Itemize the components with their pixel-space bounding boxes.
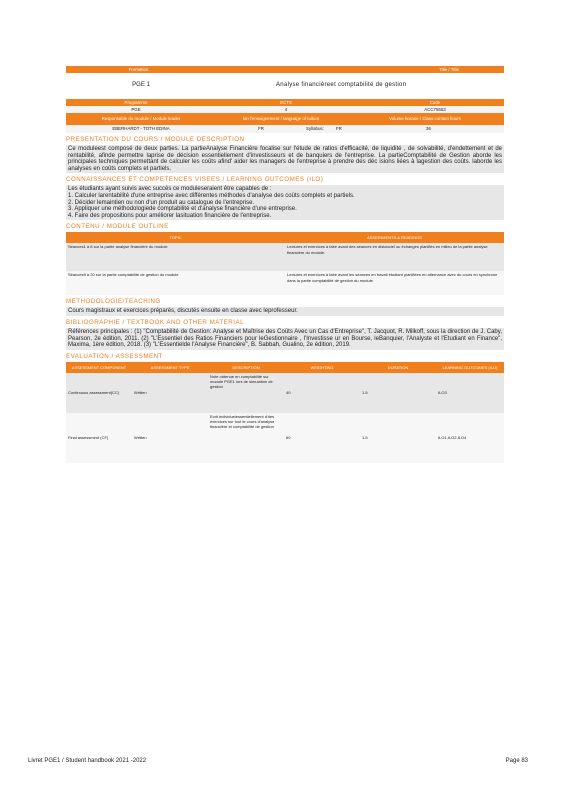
leader-value: EBERHARDT - TOTH EDINA	[112, 126, 170, 132]
code-value: ACC75553	[424, 106, 446, 112]
programme-values-row	[66, 106, 504, 113]
eval-col-type: ASSESSMENT TYPE	[132, 362, 208, 373]
eval-description: Note obtenue en comptabilité sur module PGE1 lors de simulation de gestion	[210, 373, 273, 390]
table-row	[66, 413, 504, 463]
eval-component: Final assessment (CF)	[68, 435, 109, 441]
presentation-text: Ce moduleest composé de deux parties. La partieAnalyse Financière focalise sur l'étude de ratios d'efficacité, de liquidité , de solvabilité, d'endettement et de rentabilité, afinde permettre laprise de décision essentiellement d'investisseurs et de banquiers de l'entreprise. La partieComptabilité de Gestion aborde les principales techniques permettant de calculer les coûts afind' aider les managers de l'entreprise à prendre des déc isions liées à lagestion des coûts. laborde les analyses en coûts complets et partiels.	[68, 146, 502, 172]
eval-duration: 1.5	[362, 435, 368, 441]
eval-col-weighting: WEIGHTING	[284, 362, 360, 373]
eval-col-ilo: LEARNING OUTCOMES (ILO)	[436, 362, 504, 373]
ects-value: 4	[284, 106, 288, 112]
methodology-title: METHODOLOGIE/TEACHING	[66, 298, 161, 306]
header-labels-row	[66, 66, 504, 73]
code-label: Code	[429, 99, 441, 105]
eval-ilo: ILO1,ILO2,ILO4	[438, 435, 467, 441]
page-footer	[28, 758, 528, 764]
programme-value: PGE	[131, 106, 141, 112]
bibliography-text: Références principales : (1) "Comptabilité de Gestion: Analyse et Maîtrise des Coûts Avec un Cas d'Entreprise", T. Jacquot, R. Milkoff, sous la direction de J. Caby, Pearson, 2e édition, 2011. (2) "L'Essentiel des Ratios Financiers pour leGestionnaire , l'Investisse ur en Bourse, leBanquier, l'Analyste et l'Etudiant en Finance", Maxima, 1ère édition, 2018. (3) "L'Essentielde l'Analyse Financière", B. Sabbah, Gualino, 2e édition, 2019.	[68, 328, 502, 349]
outline-col-assign: ASSIGNMENTS & READINGS	[285, 232, 504, 243]
learning-item: 1. Calculer larentabilité d'une entreprise avec différentes méthodes d'analyse des coûts complets et partiels.	[68, 192, 355, 199]
footer-page-number: Page 83	[505, 758, 528, 764]
syllabus-label: Syllabus:	[306, 126, 324, 132]
presentation-title: PRESENTATION DU COURS / MODULE DESCRIPTION	[66, 136, 245, 143]
langue-value: FR	[258, 126, 264, 132]
programme-code: PGE 1	[132, 82, 150, 89]
eval-component: Continuous assessment(CC)	[68, 390, 120, 396]
eval-col-duration: DURATION	[360, 362, 436, 373]
evaluation-title: EVALUATION / ASSESSMENT	[66, 352, 163, 360]
eval-type: Written	[134, 390, 147, 396]
learning-title: CONNAISSANCES ET COMPETENCES VISEES / LEARNING OUTCOMES (ILO)	[66, 176, 324, 184]
leader-values-row	[66, 125, 504, 133]
programme-label: Programme	[124, 99, 148, 105]
title-label: Title / Title	[439, 66, 459, 72]
ects-label: ECTS	[280, 99, 292, 105]
learning-intro: Les étudiants ayant suivis avec succès ce moduleseraient être capables de :	[68, 186, 272, 193]
bibliography-title: BIBLIOGRAPHIE / TEXTBOOK AND OTHER MATERIAL	[66, 318, 245, 326]
responsable-label: Responsable du module / Module leader	[101, 116, 181, 122]
langue-label: lan l'enseignement / language of tuition	[242, 116, 320, 122]
table-row	[66, 243, 504, 271]
eval-description: Ecrit individuelessentiellement d'des exercices sur tout le cours d'analyse financière et comptabilité de gestion	[210, 413, 275, 430]
eval-weighting: 60	[286, 435, 291, 441]
eval-col-description: DESCRIPTION	[208, 362, 284, 373]
outline-title: CONTENU / MODULE OUTLINE	[66, 223, 169, 231]
table-row	[66, 373, 504, 413]
leader-labels-row	[66, 113, 504, 125]
outline-assign: Lectures et exercices à faire avant les séances en travail étudiant planifiées en alternance avec du cours en synchrone dans la partie comptabilité de gestion du module.	[287, 272, 498, 283]
evaluation-table	[66, 362, 504, 463]
formation-label: Formation	[128, 66, 149, 72]
title-row	[66, 73, 504, 99]
volume-label: Volume horaire / Class contact hours	[389, 116, 461, 122]
outline-assign: Lectures et exercices à faire avant des séances en distanciel ou échanges planifiés en milieu de la partie analyse financière du module.	[287, 244, 488, 255]
programme-labels-row	[66, 99, 504, 106]
table-row	[66, 271, 504, 295]
eval-duration: 1.5	[362, 390, 368, 396]
learning-block	[66, 185, 504, 220]
eval-type: Written	[134, 435, 147, 441]
outline-table	[66, 232, 504, 295]
outline-col-topic: TOPIC	[66, 232, 285, 243]
outline-session: Séances9 à 20 sur la partie comptabilité de gestion du module	[68, 272, 179, 278]
learning-item: 2. Décider lemaintien ou non d'un produit au catalogue de l'entreprise.	[68, 199, 255, 206]
methodology-text: Cours magistraux et exercices préparés, discutés ensuite en classe avec leprofesseur.	[66, 307, 504, 316]
eval-ilo: ILO3	[438, 390, 447, 396]
eval-col-component: ASSESSMENT COMPONENT	[66, 362, 132, 373]
course-title: Analyse financièreet comptabilité de gestion	[276, 82, 407, 89]
learning-item: 4. Faire des propositions pour améliorer lasituation financière de l'entreprise.	[68, 212, 272, 219]
eval-weighting: 40	[286, 390, 291, 396]
learning-item: 3. Appliquer une méthodologiede comptabilité et d'analyse financière d'une entreprise.	[68, 206, 297, 213]
outline-session: Séances1 à 8 sur la partie analyse financière du module	[68, 244, 168, 250]
footer-left: Livret PGE1 / Student handbook 2021 -2022	[28, 758, 147, 764]
syllabus-value: FR	[336, 126, 342, 132]
course-sheet	[66, 66, 504, 463]
hours-value: 36	[426, 126, 431, 132]
